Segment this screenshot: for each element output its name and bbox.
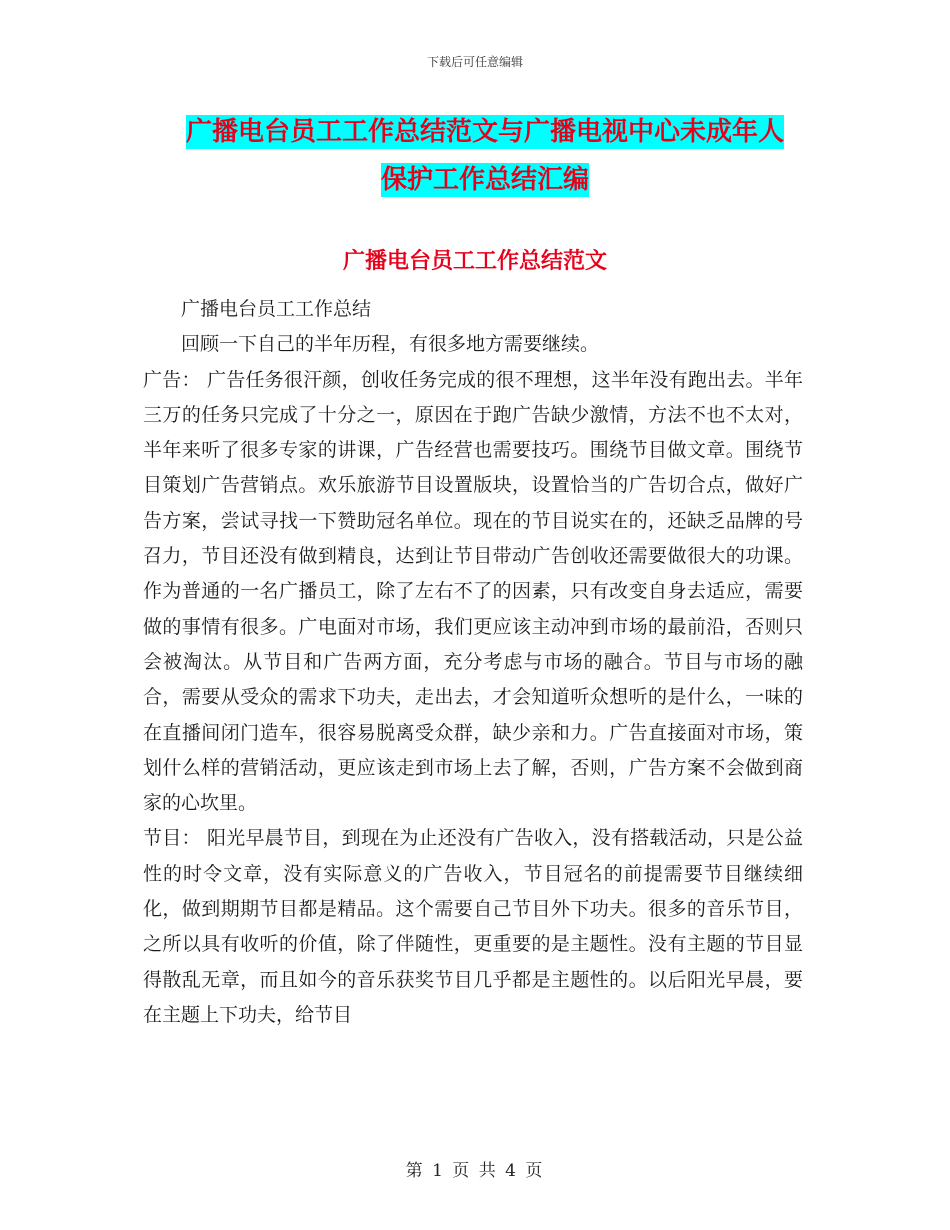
section-title: 广播电台员工工作总结范文 bbox=[342, 249, 607, 274]
document-body bbox=[143, 292, 803, 1033]
document-title-line-1: 广播电台员工工作总结范文与广播电视中心未成年人 bbox=[185, 117, 784, 147]
document-title-line-2: 保护工作总结汇编 bbox=[380, 165, 589, 195]
document-title bbox=[140, 108, 830, 204]
paragraph-intro: 回顾一下自己的半年历程，有很多地方需要继续。 bbox=[181, 333, 600, 356]
page-header-note: 下载后可任意编辑 bbox=[426, 55, 523, 69]
page-number-footer: 第 1 页 共 4 页 bbox=[405, 1161, 545, 1181]
paragraph-program: 节目： 阳光早晨节目，到现在为止还没有广告收入，没有搭载活动，只是公益性的时令文章，没有实际意义的广告收入，节目冠名的前提需要节目继续细化，做到期期节目都是精品。这个需要自己节目外下功夫。很多的音乐节目，之所以具有收听的价值，除了伴随性，更重要的是主题性。没有主题的节目显得散乱无章，而且如今的音乐获奖节目几乎都是主题性的。以后阳光早晨，要在主题上下功夫，给节目 bbox=[143, 827, 803, 1026]
paragraph-advertising: 广告： 广告任务很汗颜，创收任务完成的很不理想，这半年没有跑出去。半年三万的任务只完成了十分之一，原因在于跑广告缺少激情，方法不也不太对，半年来听了很多专家的讲课，广告经营也需要技巧。围绕节目做文章。围绕节目策划广告营销点。欢乐旅游节目设置版块，设置恰当的广告切合点，做好广告方案，尝试寻找一下赞助冠名单位。现在的节目说实在的，还缺乏品牌的号召力，节目还没有做到精良，达到让节目带动广告创收还需要做很大的功课。作为普通的一名广播员工，除了左右不了的因素，只有改变自身去适应，需要做的事情有很多。广电面对市场，我们更应该主动冲到市场的最前沿，否则只会被淘汰。从节目和广告两方面，充分考虑与市场的融合。节目与市场的融合，需要从受众的需求下功夫，走出去，才会知道听众想听的是什么，一味的在直播间闭门造车，很容易脱离受众群，缺少亲和力。广告直接面对市场，策划什么样的营销活动，更应该走到市场上去了解，否则，广告方案不会做到商家的心坎里。 bbox=[143, 368, 803, 815]
paragraph-subtitle: 广播电台员工工作总结 bbox=[181, 298, 372, 320]
